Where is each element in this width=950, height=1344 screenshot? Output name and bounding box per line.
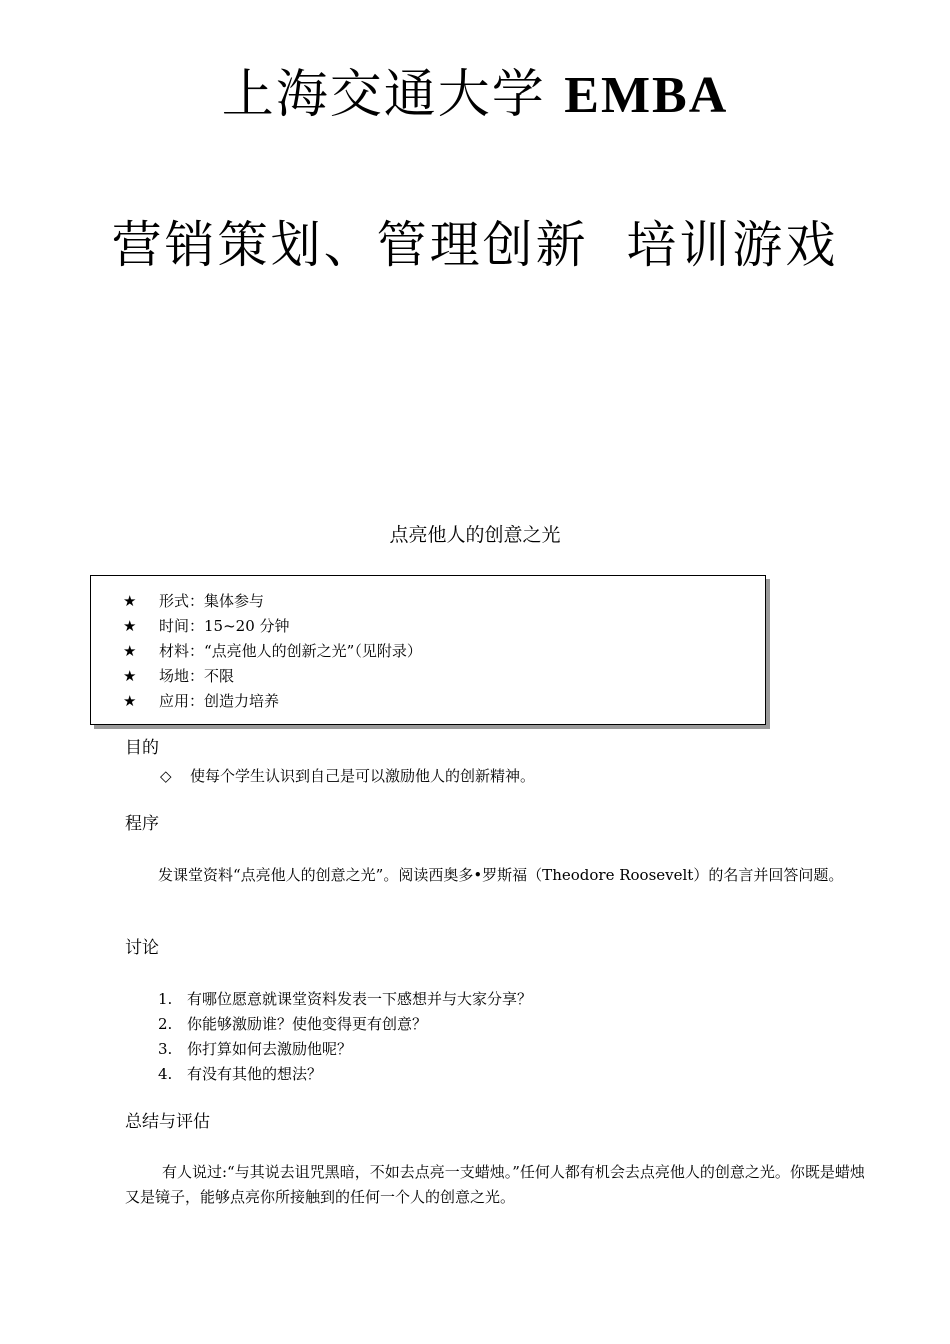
list-item: 3. 你打算如何去激励他呢？ xyxy=(158,1040,353,1058)
list-item: 2. 你能够激励谁？使他变得更有创意？ xyxy=(158,1015,428,1033)
section-heading-summary: 总结与评估 xyxy=(125,1112,210,1132)
document-title xyxy=(0,62,950,129)
game-title: 点亮他人的创意之光 xyxy=(389,524,561,546)
procedure-text: 发课堂资料“点亮他人的创意之光”。阅读西奥多•罗斯福（Theodore Roosevelt）的名言并回答问题。 xyxy=(158,866,844,884)
game-info-list xyxy=(91,576,765,714)
list-item: 1. 有哪位愿意就课堂资料发表一下感想并与大家分享？ xyxy=(158,990,533,1008)
discussion-list xyxy=(158,987,532,1087)
game-info-box xyxy=(90,575,766,725)
info-item-application: ★ 应用：创造力培养 xyxy=(123,689,765,714)
list-item: 4. 有没有其他的想法？ xyxy=(158,1065,323,1083)
section-heading-purpose: 目的 xyxy=(125,738,159,758)
section-heading-procedure: 程序 xyxy=(125,814,159,834)
document-title-chinese: 上海交通大学 xyxy=(221,65,546,125)
info-item-venue: ★ 场地：不限 xyxy=(123,664,765,689)
summary-text: 有人说过:“与其说去诅咒黑暗，不如去点亮一支蜡烛。”任何人都有机会去点亮他人的创意之光。你既是蜡烛又是镜子，能够点亮你所接触到的任何一个人的创意之光。 xyxy=(125,1163,865,1206)
star-icon: ★ xyxy=(123,592,137,610)
star-icon: ★ xyxy=(123,617,137,635)
info-item-time: ★ 时间：15~20 分钟 xyxy=(123,614,765,639)
star-icon: ★ xyxy=(123,642,137,660)
star-icon: ★ xyxy=(123,692,137,710)
document-title-latin: EMBA xyxy=(564,67,729,124)
star-icon: ★ xyxy=(123,667,137,685)
info-item-materials: ★ 材料：“点亮他人的创新之光”（见附录） xyxy=(123,639,765,664)
info-item-format: ★ 形式：集体参与 xyxy=(123,589,765,614)
purpose-item: ◇ 使每个学生认识到自己是可以激励他人的创新精神。 xyxy=(160,764,860,789)
section-heading-discussion: 讨论 xyxy=(125,938,159,958)
document-subtitle: 营销策划、管理创新 培训游戏 xyxy=(111,216,839,274)
diamond-bullet-icon: ◇ xyxy=(160,767,172,785)
